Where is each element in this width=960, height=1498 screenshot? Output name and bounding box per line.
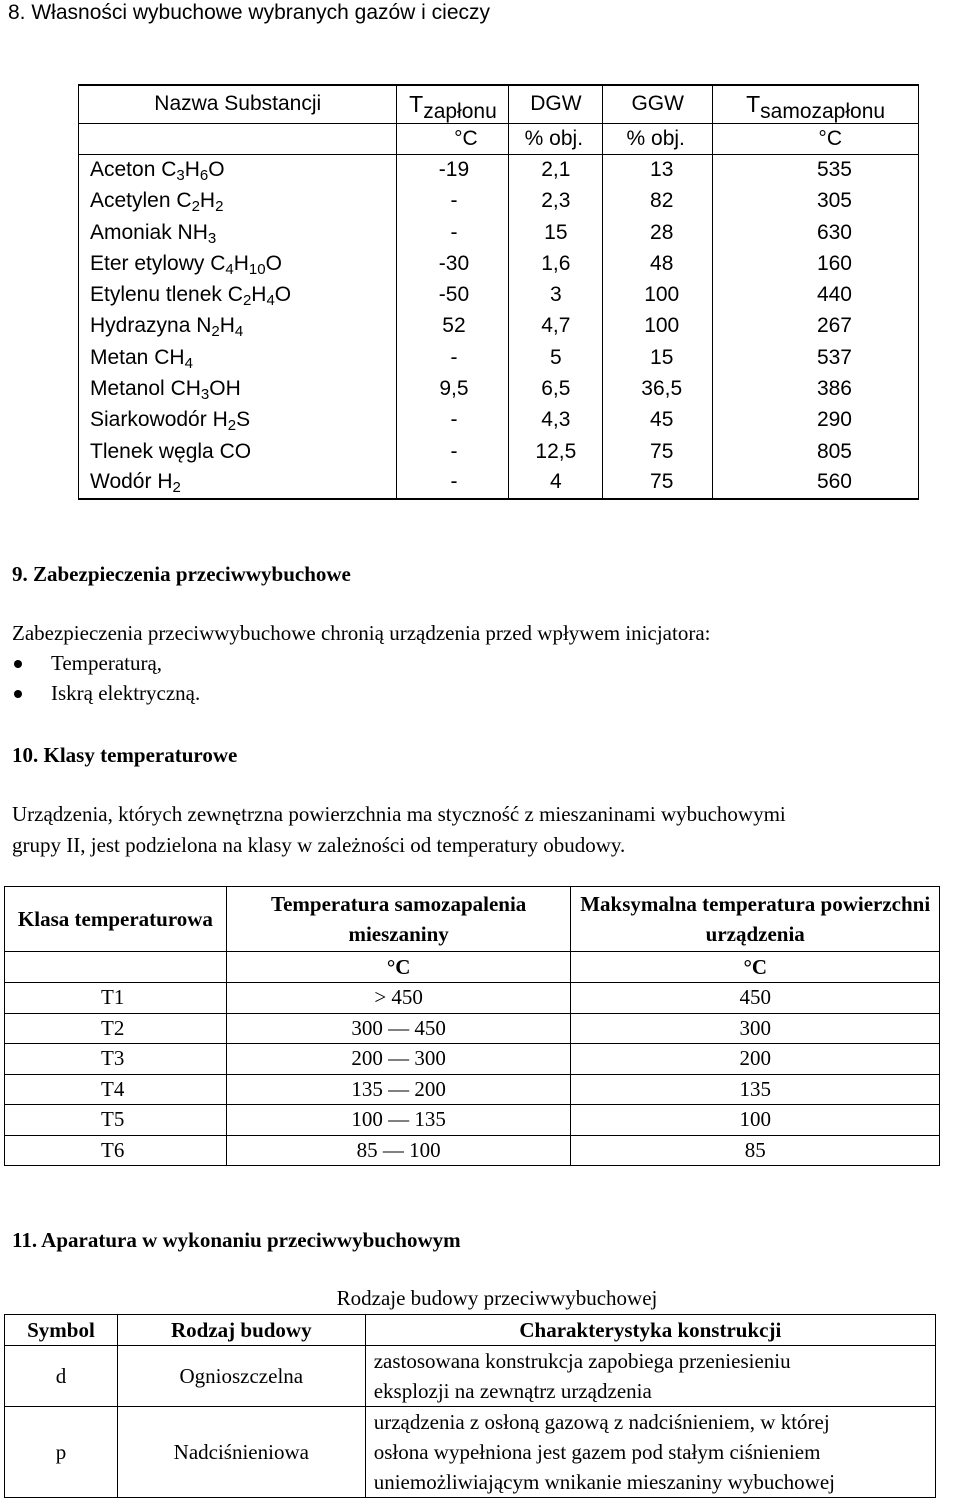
unit-cell: °C	[571, 952, 940, 983]
unit-cell: % obj.	[509, 123, 603, 154]
substance-cell: Acetylen $C_2H_2$	[79, 186, 397, 217]
class-cell: T2	[5, 1013, 227, 1044]
table-row	[79, 467, 919, 498]
table-row	[79, 436, 919, 467]
section-11-title: 11. Aparatura w wykonaniu przeciwwybuchowym	[12, 1228, 461, 1252]
uel-cell: 36,5	[603, 373, 713, 404]
explosion-proof-types-table	[4, 1314, 936, 1498]
table-row	[5, 1074, 940, 1105]
temperature-class-table	[4, 886, 940, 1166]
table-row	[79, 342, 919, 373]
autoignition-range-cell: 200 — 300	[226, 1044, 571, 1075]
max-temp-cell: 450	[571, 983, 940, 1014]
table-row	[5, 1013, 940, 1044]
substance-cell: Hydrazyna $N_2H_4$	[79, 311, 397, 342]
bullet-icon	[14, 660, 22, 668]
table-header-row	[79, 85, 919, 123]
flash-point-cell: -	[397, 217, 509, 248]
chemical-formula: $C_2H_4O$	[227, 283, 292, 310]
table-row	[79, 311, 919, 342]
initiator-list	[12, 648, 200, 708]
uel-cell: 15	[603, 342, 713, 373]
table-row	[79, 248, 919, 279]
autoignition-cell: 535	[713, 154, 919, 185]
table-caption: Rodzaje budowy przeciwwybuchowej	[336, 1286, 658, 1310]
lel-cell: 2,3	[509, 186, 603, 217]
section-9-title: 9. Zabezpieczenia przeciwwybuchowe	[12, 562, 351, 586]
lel-cell: 4	[509, 467, 603, 498]
unit-cell: °C	[226, 952, 571, 983]
uel-cell: 82	[603, 186, 713, 217]
max-temp-cell: 85	[571, 1135, 940, 1166]
header-uel: GGW	[603, 85, 713, 123]
section-10-para-line2: grupy II, jest podzielona na klasy w zależności od temperatury obudowy.	[12, 833, 626, 857]
class-cell: T5	[5, 1105, 227, 1136]
autoignition-cell: 630	[713, 217, 919, 248]
lel-cell: 2,1	[509, 154, 603, 185]
lel-cell: 15	[509, 217, 603, 248]
autoignition-range-cell: 135 — 200	[226, 1074, 571, 1105]
lel-cell: 4,7	[509, 311, 603, 342]
characteristics-line: eksplozji na zewnątrz urządzenia	[373, 1379, 652, 1403]
header-construction-type: Rodzaj budowy	[117, 1315, 365, 1346]
uel-cell: 75	[603, 467, 713, 498]
autoignition-range-cell: 85 — 100	[226, 1135, 571, 1166]
table-row	[5, 1346, 936, 1407]
substance-cell: Metanol $CH_3OH$	[79, 373, 397, 404]
table-row	[79, 373, 919, 404]
table-row	[79, 186, 919, 217]
autoignition-cell: 440	[713, 279, 919, 310]
section-10-title: 10. Klasy temperaturowe	[12, 743, 238, 767]
class-cell: T4	[5, 1074, 227, 1105]
table-row	[5, 1105, 940, 1136]
units-row	[79, 123, 919, 154]
flash-point-cell: 52	[397, 311, 509, 342]
autoignition-cell: 537	[713, 342, 919, 373]
header-max-surface-temp: Maksymalna temperatura powierzchni urządzenia	[571, 887, 940, 952]
table-header-row	[5, 887, 940, 952]
lel-cell: 3	[509, 279, 603, 310]
chemical-formula: $CH_4$	[154, 345, 193, 372]
header-characteristics: Charakterystyka konstrukcji	[365, 1315, 935, 1346]
unit-cell: °C	[397, 123, 509, 154]
autoignition-cell: 386	[713, 373, 919, 404]
uel-cell: 45	[603, 405, 713, 436]
uel-cell: 100	[603, 311, 713, 342]
chemical-formula: $N_2H_4$	[196, 314, 244, 341]
construction-type-cell: Ognioszczelna	[117, 1346, 365, 1407]
chemical-formula: $H_2S$	[212, 408, 251, 435]
autoignition-cell: 160	[713, 248, 919, 279]
substance-cell: Tlenek węgla CO	[79, 436, 397, 467]
substance-cell: Metan $CH_4$	[79, 342, 397, 373]
characteristics-cell	[365, 1346, 935, 1407]
substance-cell: Aceton $C_3H_6O$	[79, 154, 397, 185]
flash-point-cell: -	[397, 186, 509, 217]
list-item: Iskrą elektryczną.	[12, 678, 200, 708]
flash-point-cell: -	[397, 467, 509, 498]
characteristics-line: uniemożliwiającym wnikanie mieszaniny wybuchowej	[373, 1470, 835, 1494]
max-temp-cell: 200	[571, 1044, 940, 1075]
bullet-icon	[14, 690, 22, 698]
chemical-formula: CO	[219, 439, 252, 463]
chemical-formula: $H_2$	[157, 470, 181, 497]
section-10-para-line1: Urządzenia, których zewnętrzna powierzchnia ma styczność z mieszaninami wybuchowymi	[12, 802, 786, 826]
characteristics-line: osłona wypełniona jest gazem pod stałym ciśnieniem	[373, 1440, 821, 1464]
substance-cell: Amoniak $NH_3$	[79, 217, 397, 248]
table-row	[5, 1407, 936, 1498]
table-row	[79, 405, 919, 436]
autoignition-cell: 805	[713, 436, 919, 467]
max-temp-cell: 100	[571, 1105, 940, 1136]
header-autoignition: $T_{samozapłonu}$	[713, 85, 919, 123]
chemical-formula: $C_2H_2$	[176, 189, 224, 216]
header-class: Klasa temperaturowa	[5, 887, 227, 952]
uel-cell: 13	[603, 154, 713, 185]
header-substance-name: Nazwa Substancji	[79, 85, 397, 123]
substance-cell: Etylenu tlenek $C_2H_4O$	[79, 279, 397, 310]
table-row	[5, 1135, 940, 1166]
header-symbol: Symbol	[5, 1315, 118, 1346]
class-cell: T1	[5, 983, 227, 1014]
uel-cell: 100	[603, 279, 713, 310]
lel-cell: 4,3	[509, 405, 603, 436]
lel-cell: 5	[509, 342, 603, 373]
table-row	[5, 1044, 940, 1075]
construction-type-cell: Nadciśnieniowa	[117, 1407, 365, 1498]
section-8-title: 8. Własności wybuchowe wybranych gazów i cieczy	[8, 1, 491, 24]
unit-cell: % obj.	[603, 123, 713, 154]
substance-cell: Wodór $H_2$	[79, 467, 397, 498]
autoignition-cell: 290	[713, 405, 919, 436]
table-row	[79, 217, 919, 248]
table-header-row	[5, 1315, 936, 1346]
flash-point-cell: -30	[397, 248, 509, 279]
chemical-formula: $NH_3$	[177, 220, 217, 247]
uel-cell: 75	[603, 436, 713, 467]
units-row	[5, 952, 940, 983]
flash-point-cell: -	[397, 436, 509, 467]
lel-cell: 1,6	[509, 248, 603, 279]
flash-point-cell: -50	[397, 279, 509, 310]
flash-point-cell: -	[397, 405, 509, 436]
characteristics-cell	[365, 1407, 935, 1498]
uel-cell: 48	[603, 248, 713, 279]
chemical-formula: $C_3H_6O$	[161, 158, 225, 185]
header-autoignition-temp: Temperatura samozapalenia mieszaniny	[226, 887, 571, 952]
chemical-formula: $CH_3OH$	[170, 377, 241, 404]
table-row	[79, 154, 919, 185]
symbol-cell: d	[5, 1346, 118, 1407]
header-flash-point: $T_{zapłonu}$	[397, 85, 509, 123]
table-row	[5, 983, 940, 1014]
max-temp-cell: 135	[571, 1074, 940, 1105]
autoignition-range-cell: 100 — 135	[226, 1105, 571, 1136]
substance-cell: Eter etylowy $C_4H_{10}O$	[79, 248, 397, 279]
autoignition-cell: 305	[713, 186, 919, 217]
chemical-formula: $C_4H_{10}O$	[210, 251, 282, 278]
characteristics-line: urządzenia z osłoną gazową z nadciśnieniem, w której	[373, 1410, 830, 1434]
lel-cell: 12,5	[509, 436, 603, 467]
section-9-intro: Zabezpieczenia przeciwwybuchowe chronią urządzenia przed wpływem inicjatora:	[12, 621, 711, 645]
unit-cell: °C	[713, 123, 919, 154]
lel-cell: 6,5	[509, 373, 603, 404]
class-cell: T3	[5, 1044, 227, 1075]
substance-cell: Siarkowodór $H_2S$	[79, 405, 397, 436]
flash-point-cell: 9,5	[397, 373, 509, 404]
explosive-properties-table	[78, 84, 919, 500]
list-item: Temperaturą,	[12, 648, 200, 678]
header-lel: DGW	[509, 85, 603, 123]
flash-point-cell: -	[397, 342, 509, 373]
characteristics-line: zastosowana konstrukcja zapobiega przeniesieniu	[373, 1349, 791, 1373]
symbol-cell: p	[5, 1407, 118, 1498]
autoignition-cell: 560	[713, 467, 919, 498]
flash-point-cell: -19	[397, 154, 509, 185]
uel-cell: 28	[603, 217, 713, 248]
table-row	[79, 279, 919, 310]
autoignition-cell: 267	[713, 311, 919, 342]
class-cell: T6	[5, 1135, 227, 1166]
autoignition-range-cell: > 450	[226, 983, 571, 1014]
max-temp-cell: 300	[571, 1013, 940, 1044]
autoignition-range-cell: 300 — 450	[226, 1013, 571, 1044]
